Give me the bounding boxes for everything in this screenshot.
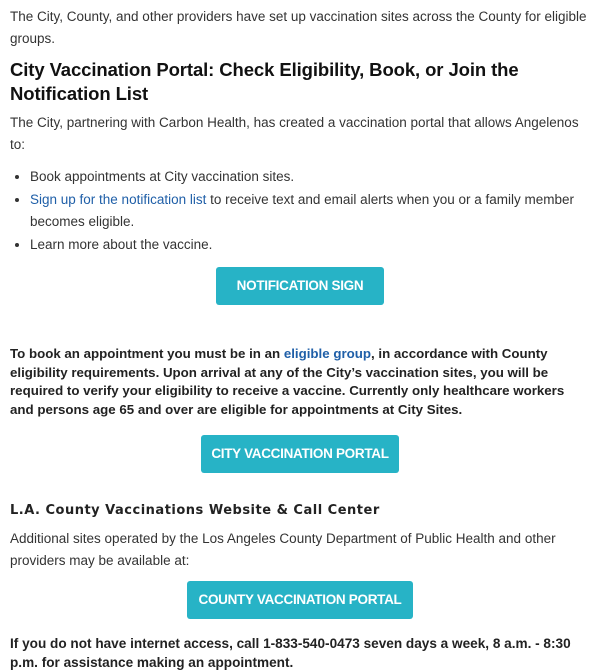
portal-description: The City, partnering with Carbon Health, has created a vaccination portal that allows Angelenos to:: [10, 115, 579, 152]
county-description: Additional sites operated by the Los Angeles County Department of Public Health and other providers may be available at:: [10, 531, 556, 568]
eligibility-text-end: , in accordance with County eligibility requirements. Upon arrival at any of the City’s vaccination sites, you will be required to verify your eligibility to receive a vaccine. Currently only healthcare workers and persons age 65 and over are eligible for appointments at City Sites.: [10, 346, 565, 417]
eligibility-text-start: To book an appointment you must be in an: [10, 346, 284, 361]
city-portal-button-wrap: [10, 435, 590, 473]
eligibility-text: [10, 345, 590, 419]
list-item: [30, 166, 590, 188]
county-vaccination-portal-button[interactable]: COUNTY VACCINATION PORTAL: [187, 581, 413, 619]
county-portal-button-wrap: [10, 581, 590, 619]
eligible-group-link[interactable]: eligible group: [283, 346, 371, 361]
notification-list-link[interactable]: Sign up for the notification list: [30, 192, 207, 207]
county-heading: L.A. County Vaccinations Website & Call Center: [10, 503, 380, 518]
city-vaccination-portal-button[interactable]: CITY VACCINATION PORTAL: [201, 435, 399, 473]
phone-note: If you do not have internet access, call 1-833-540-0473 seven days a week, 8 a.m. - 8:30 p.m. for assistance making an appointment.: [10, 636, 571, 670]
portal-features-list: [10, 166, 590, 256]
bullet-book-text: Book appointments at City vaccination sites.: [30, 169, 295, 184]
notification-sign-up-button[interactable]: NOTIFICATION SIGN UP: [216, 267, 384, 305]
bullet-notification-text: to receive text and email alerts when you or a family member becomes eligible.: [30, 192, 575, 229]
list-item: [30, 234, 590, 256]
portal-heading: City Vaccination Portal: Check Eligibility, Book, or Join the Notification List: [10, 59, 519, 104]
bullet-learn-text: Learn more about the vaccine.: [30, 237, 213, 252]
notification-button-wrap: [10, 267, 590, 333]
intro-text: The City, County, and other providers have set up vaccination sites across the County for eligible groups.: [10, 9, 587, 46]
list-item: [30, 189, 590, 233]
